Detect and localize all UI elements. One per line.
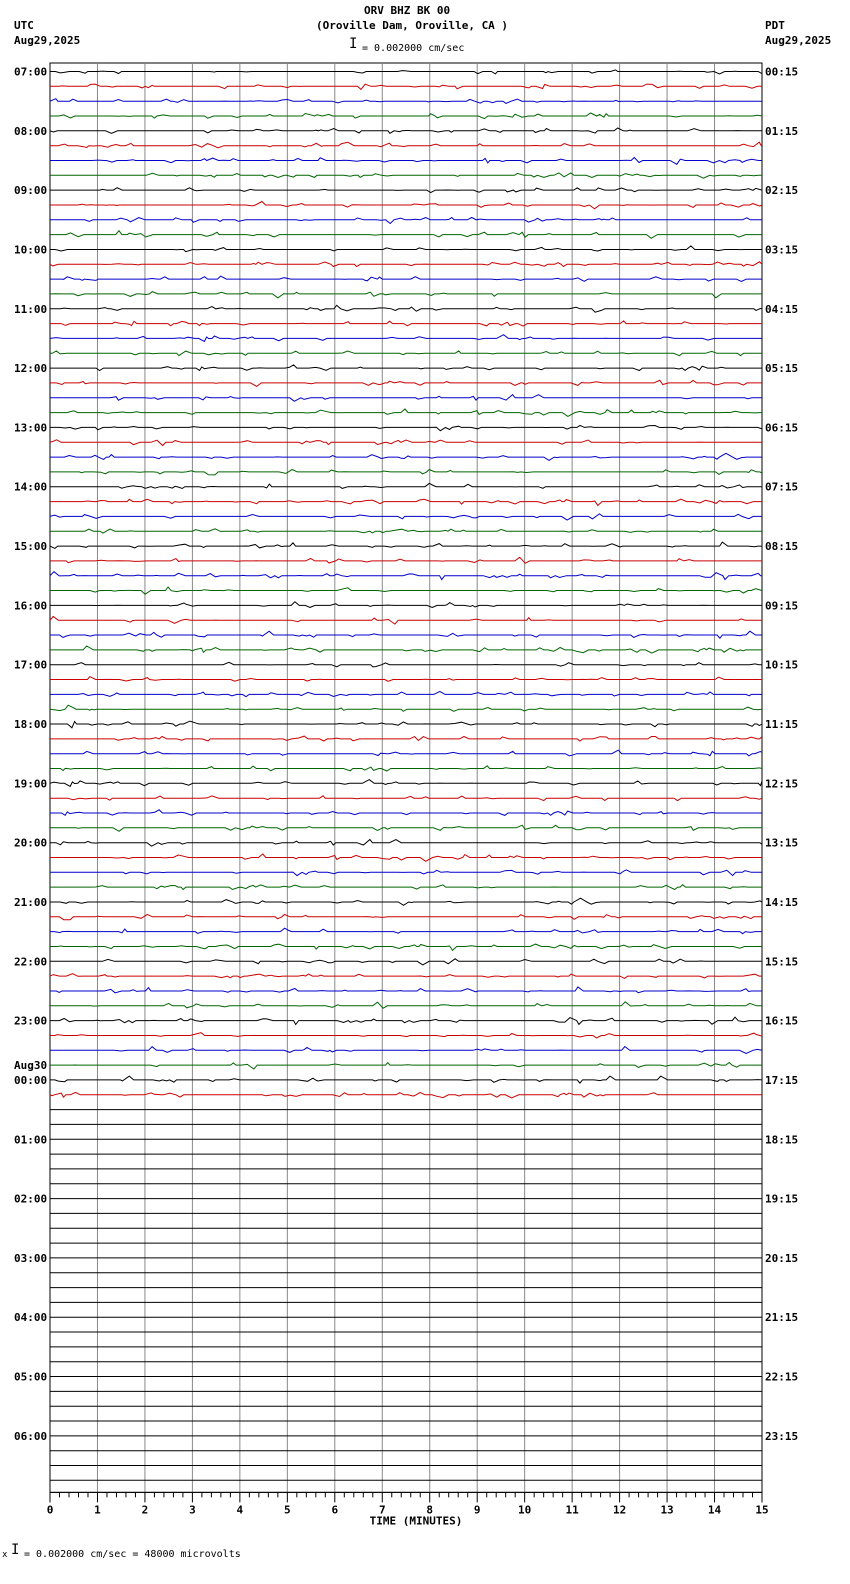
x-tick-label: 12 xyxy=(612,1503,627,1517)
utc-hour-label: 13:00 xyxy=(14,421,48,435)
trace-line xyxy=(50,721,762,728)
utc-hour-label: 17:00 xyxy=(14,658,48,672)
trace-line xyxy=(50,810,762,816)
x-tick-label: 15 xyxy=(755,1503,769,1517)
pdt-hour-label: 14:15 xyxy=(765,895,799,909)
utc-hour-label: 23:00 xyxy=(14,1014,48,1028)
utc-hour-label: 10:00 xyxy=(14,243,48,257)
pdt-hour-label: 03:15 xyxy=(765,243,799,257)
scale-label: = 0.002000 cm/sec xyxy=(362,43,465,54)
utc-hour-label: 08:00 xyxy=(14,124,48,138)
utc-hour-label: 14:00 xyxy=(14,480,48,494)
trace-line xyxy=(50,572,762,580)
trace-line xyxy=(50,840,762,847)
trace-line xyxy=(50,202,762,209)
trace-line xyxy=(50,914,762,919)
pdt-hour-label: 05:15 xyxy=(765,362,799,376)
pdt-hour-label: 11:15 xyxy=(765,718,799,732)
pdt-hour-label: 06:15 xyxy=(765,421,799,435)
trace-line xyxy=(50,631,762,638)
trace-line xyxy=(50,987,762,993)
trace-line xyxy=(50,780,762,787)
trace-line xyxy=(50,409,762,416)
x-tick-label: 2 xyxy=(141,1503,149,1517)
x-tick-label: 8 xyxy=(426,1503,434,1517)
trace-line xyxy=(50,84,762,89)
trace-line xyxy=(50,425,762,430)
trace-line xyxy=(50,616,762,624)
trace-line xyxy=(50,587,762,594)
utc-hour-label: 05:00 xyxy=(14,1370,48,1384)
x-axis xyxy=(47,1492,769,1527)
utc-hour-label: 12:00 xyxy=(14,362,48,376)
trace-line xyxy=(50,602,762,608)
trace-line xyxy=(50,70,762,74)
trace-line xyxy=(50,750,762,756)
trace-line xyxy=(50,1092,762,1098)
date-change-label: Aug30 xyxy=(14,1058,48,1072)
trace-line xyxy=(50,365,762,371)
trace-line xyxy=(50,99,762,104)
trace-line xyxy=(50,705,762,711)
trace-line xyxy=(50,499,762,505)
x-tick-label: 10 xyxy=(518,1503,532,1517)
footer-marker-icon: x xyxy=(2,1550,8,1560)
utc-hour-label: 06:00 xyxy=(14,1429,48,1443)
trace-line xyxy=(50,928,762,934)
trace-line xyxy=(50,959,762,965)
trace-line xyxy=(50,440,762,446)
x-tick-label: 6 xyxy=(331,1503,339,1517)
trace-line xyxy=(50,231,762,239)
trace-line xyxy=(50,321,762,326)
utc-hour-label: 11:00 xyxy=(14,302,48,316)
utc-hour-label: 03:00 xyxy=(14,1251,48,1265)
trace-line xyxy=(50,646,762,653)
trace-line xyxy=(50,870,762,876)
trace-line xyxy=(50,898,762,905)
trace-line xyxy=(50,351,762,356)
scale-bar-icon: I xyxy=(349,36,358,52)
trace-line xyxy=(50,1017,762,1024)
trace-line xyxy=(50,691,762,696)
left-date: Aug29,2025 xyxy=(14,34,81,47)
utc-hour-label: 20:00 xyxy=(14,836,48,850)
utc-hour-label: 09:00 xyxy=(14,184,48,198)
trace-line xyxy=(50,1047,762,1054)
utc-hour-label: 00:00 xyxy=(14,1073,48,1087)
utc-hour-label: 16:00 xyxy=(14,599,48,613)
footer-scale-bar-icon: I xyxy=(11,1542,20,1558)
x-tick-label: 7 xyxy=(378,1503,386,1517)
trace-line xyxy=(50,854,762,861)
utc-hour-label: 19:00 xyxy=(14,777,48,791)
x-tick-label: 5 xyxy=(284,1503,291,1517)
x-tick-label: 13 xyxy=(660,1503,674,1517)
pdt-hour-label: 07:15 xyxy=(765,480,799,494)
trace-line xyxy=(50,677,762,682)
pdt-hour-label: 20:15 xyxy=(765,1251,799,1265)
pdt-hour-label: 10:15 xyxy=(765,658,799,672)
trace-line xyxy=(50,262,762,267)
pdt-hour-label: 08:15 xyxy=(765,540,799,554)
pdt-hour-label: 19:15 xyxy=(765,1192,799,1206)
trace-line xyxy=(50,557,762,563)
pdt-hour-label: 13:15 xyxy=(765,836,799,850)
trace-line xyxy=(50,944,762,950)
trace-line xyxy=(50,514,762,520)
pdt-hour-label: 02:15 xyxy=(765,184,799,198)
pdt-hour-label: 12:15 xyxy=(765,777,799,791)
pdt-hour-label: 17:15 xyxy=(765,1073,799,1087)
trace-line xyxy=(50,1002,762,1008)
trace-line xyxy=(50,662,762,667)
utc-hour-label: 04:00 xyxy=(14,1311,48,1325)
right-date: Aug29,2025 xyxy=(765,34,832,47)
trace-line xyxy=(50,395,762,402)
trace-line xyxy=(50,1033,762,1038)
pdt-hour-label: 23:15 xyxy=(765,1429,799,1443)
trace-line xyxy=(50,470,762,475)
pdt-hour-label: 00:15 xyxy=(765,65,799,79)
pdt-hour-label: 01:15 xyxy=(765,124,799,138)
trace-lines xyxy=(50,70,762,1480)
footer-scale-note: = 0.002000 cm/sec = 48000 microvolts xyxy=(24,1549,241,1560)
pdt-hour-label: 04:15 xyxy=(765,302,799,316)
pdt-hour-label: 16:15 xyxy=(765,1014,799,1028)
left-timezone: UTC xyxy=(14,19,34,32)
trace-line xyxy=(50,453,762,460)
trace-line xyxy=(50,529,762,533)
trace-line xyxy=(50,173,762,178)
trace-line xyxy=(50,974,762,979)
utc-hour-label: 22:00 xyxy=(14,955,48,969)
pdt-hour-label: 21:15 xyxy=(765,1311,799,1325)
trace-line xyxy=(50,305,762,312)
trace-line xyxy=(50,292,762,298)
station-title: ORV BHZ BK 00 xyxy=(364,4,451,17)
trace-line xyxy=(50,380,762,386)
utc-hour-label: 18:00 xyxy=(14,718,48,732)
trace-line xyxy=(50,825,762,831)
utc-hour-label: 02:00 xyxy=(14,1192,48,1206)
x-tick-label: 11 xyxy=(565,1503,579,1517)
pdt-hour-label: 18:15 xyxy=(765,1133,799,1147)
trace-line xyxy=(50,1076,762,1083)
trace-line xyxy=(50,335,762,342)
trace-line xyxy=(50,158,762,165)
x-tick-label: 3 xyxy=(189,1503,196,1517)
pdt-hour-label: 09:15 xyxy=(765,599,799,613)
x-tick-label: 4 xyxy=(236,1503,244,1517)
trace-line xyxy=(50,542,762,548)
station-location: (Oroville Dam, Oroville, CA ) xyxy=(316,19,509,32)
trace-line xyxy=(50,246,762,252)
trace-line xyxy=(50,276,762,281)
right-timezone: PDT xyxy=(765,19,785,32)
x-tick-label: 1 xyxy=(94,1503,101,1517)
x-tick-label: 0 xyxy=(46,1503,54,1517)
trace-line xyxy=(50,142,762,148)
utc-hour-label: 15:00 xyxy=(14,540,48,554)
trace-line xyxy=(50,766,762,771)
utc-hour-label: 21:00 xyxy=(14,895,48,909)
pdt-hour-label: 15:15 xyxy=(765,955,799,969)
trace-line xyxy=(50,113,762,119)
trace-line xyxy=(50,736,762,741)
pdt-hour-label: 22:15 xyxy=(765,1370,799,1384)
x-tick-label: 14 xyxy=(707,1503,722,1517)
trace-line xyxy=(50,188,762,193)
trace-line xyxy=(50,128,762,133)
utc-hour-label: 01:00 xyxy=(14,1133,48,1147)
utc-hour-label: 07:00 xyxy=(14,65,48,79)
trace-line xyxy=(50,483,762,488)
trace-line xyxy=(50,796,762,801)
x-tick-label: 9 xyxy=(473,1503,481,1517)
trace-line xyxy=(50,218,762,224)
trace-line xyxy=(50,885,762,890)
x-axis-title: TIME (MINUTES) xyxy=(369,1514,463,1528)
trace-line xyxy=(50,1063,762,1070)
